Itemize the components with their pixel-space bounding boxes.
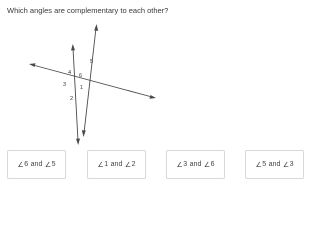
angle-label-2: 2 [70, 96, 74, 102]
choice-angle1-and-angle2[interactable] [87, 150, 146, 179]
angle-number: 6 [24, 161, 29, 168]
angle-number: 1 [104, 161, 109, 168]
choice-angle6-and-angle5[interactable] [7, 150, 66, 179]
angle-number: 5 [51, 161, 56, 168]
arrowhead [150, 95, 157, 99]
angle-symbol: ∠ [255, 161, 262, 169]
angle-symbol: ∠ [97, 161, 104, 169]
angle-symbol: ∠ [203, 161, 211, 169]
angle-symbol: ∠ [44, 161, 52, 169]
angle-symbol: ∠ [124, 161, 132, 169]
angle-number: 2 [131, 161, 136, 168]
angle-number: 3 [183, 161, 188, 168]
arrowhead [71, 44, 75, 51]
conjunction: and [189, 161, 202, 168]
line-two [73, 48, 78, 141]
angle-label-5: 5 [90, 59, 94, 65]
conjunction: and [30, 161, 43, 168]
angle-label-4: 4 [68, 70, 72, 76]
conjunction: and [268, 161, 281, 168]
question-text: Which angles are complementary to each other? [7, 6, 169, 15]
line-three [33, 65, 152, 97]
angle-label-6: 6 [79, 73, 83, 79]
arrowhead [94, 24, 98, 31]
arrowhead [29, 63, 36, 67]
arrowhead [82, 130, 86, 137]
angle-number: 6 [210, 161, 215, 168]
angle-number: 3 [289, 161, 294, 168]
angle-symbol: ∠ [176, 161, 183, 169]
choice-angle3-and-angle6[interactable] [166, 150, 225, 179]
arrowhead [76, 139, 80, 146]
angle-label-1: 1 [80, 85, 84, 91]
angle-number: 5 [262, 161, 267, 168]
angle-label-3: 3 [63, 82, 67, 88]
angle-symbol: ∠ [17, 161, 24, 169]
angle-symbol: ∠ [282, 161, 290, 169]
answer-choices [0, 150, 327, 182]
conjunction: and [110, 161, 123, 168]
choice-angle5-and-angle3[interactable] [245, 150, 304, 179]
